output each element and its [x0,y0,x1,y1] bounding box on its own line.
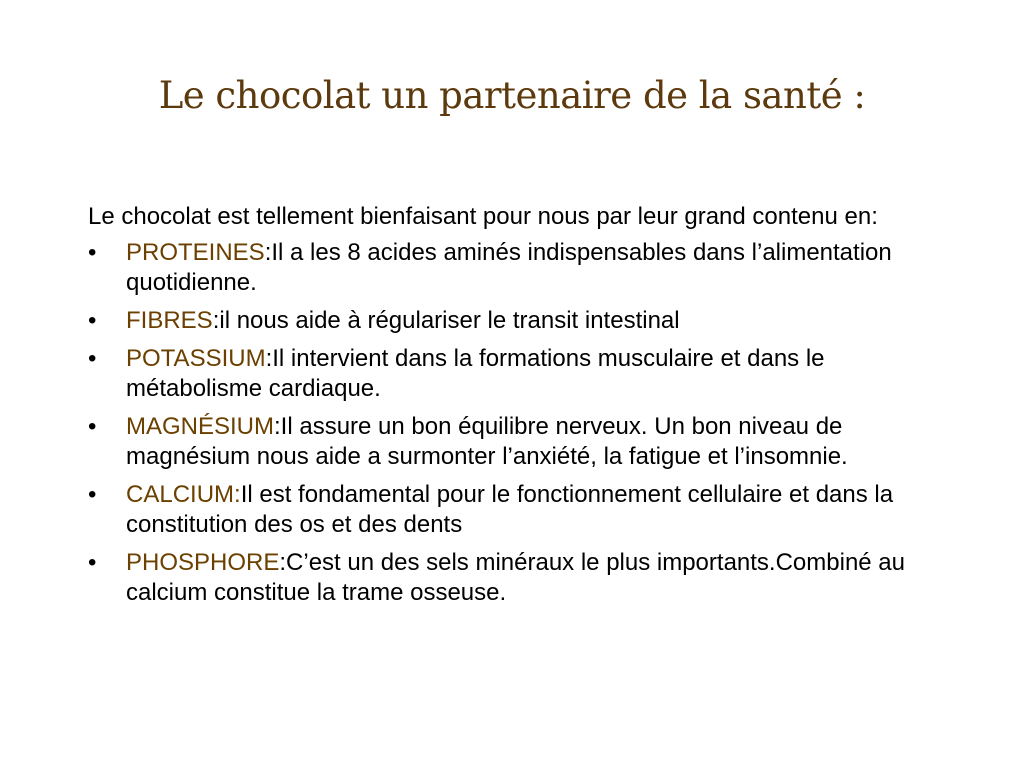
nutrient-term: POTASSIUM [126,345,266,372]
nutrient-description: :Il a les 8 acides aminés indispensables dans l’alimentation quotidienne. [126,239,892,296]
bullet-icon: • [88,307,97,334]
nutrient-description: :Il intervient dans la formations musculaire et dans le métabolisme cardiaque. [126,345,825,402]
nutrient-term: PROTEINES [126,239,265,266]
list-item-fibres [88,306,948,336]
bullet-icon: • [88,549,97,576]
nutrient-description: :il nous aide à régulariser le transit intestinal [212,307,680,334]
bullet-icon: • [88,345,97,372]
bullet-icon: • [88,481,97,508]
list-item-calcium [88,480,948,540]
nutrient-term: CALCIUM: [126,481,241,508]
nutrient-list [88,238,948,608]
nutrient-description: :Il assure un bon équilibre nerveux. Un bon niveau de magnésium nous aide a surmonter l’anxiété, la fatigue et l’insomnie. [126,413,848,470]
nutrient-term: MAGNÉSIUM [126,413,275,440]
list-item-phosphore [88,548,948,608]
list-item-proteines [88,238,948,298]
nutrient-term: PHOSPHORE [126,549,280,576]
nutrient-term: FIBRES [126,307,213,334]
bullet-icon: • [88,239,97,266]
intro-text: Le chocolat est tellement bienfaisant pour nous par leur grand contenu en: [88,203,878,230]
slide-title: Le chocolat un partenaire de la santé : [158,74,866,117]
nutrient-description: :C’est un des sels minéraux le plus importants.Combiné au calcium constitue la trame osseuse. [126,549,906,606]
bullet-icon: • [88,413,97,440]
slide-body [88,202,948,616]
nutrient-description: Il est fondamental pour le fonctionnement cellulaire et dans la constitution des os et des dents [126,481,894,538]
list-item-magnesium [88,412,948,472]
list-item-potassium [88,344,948,404]
